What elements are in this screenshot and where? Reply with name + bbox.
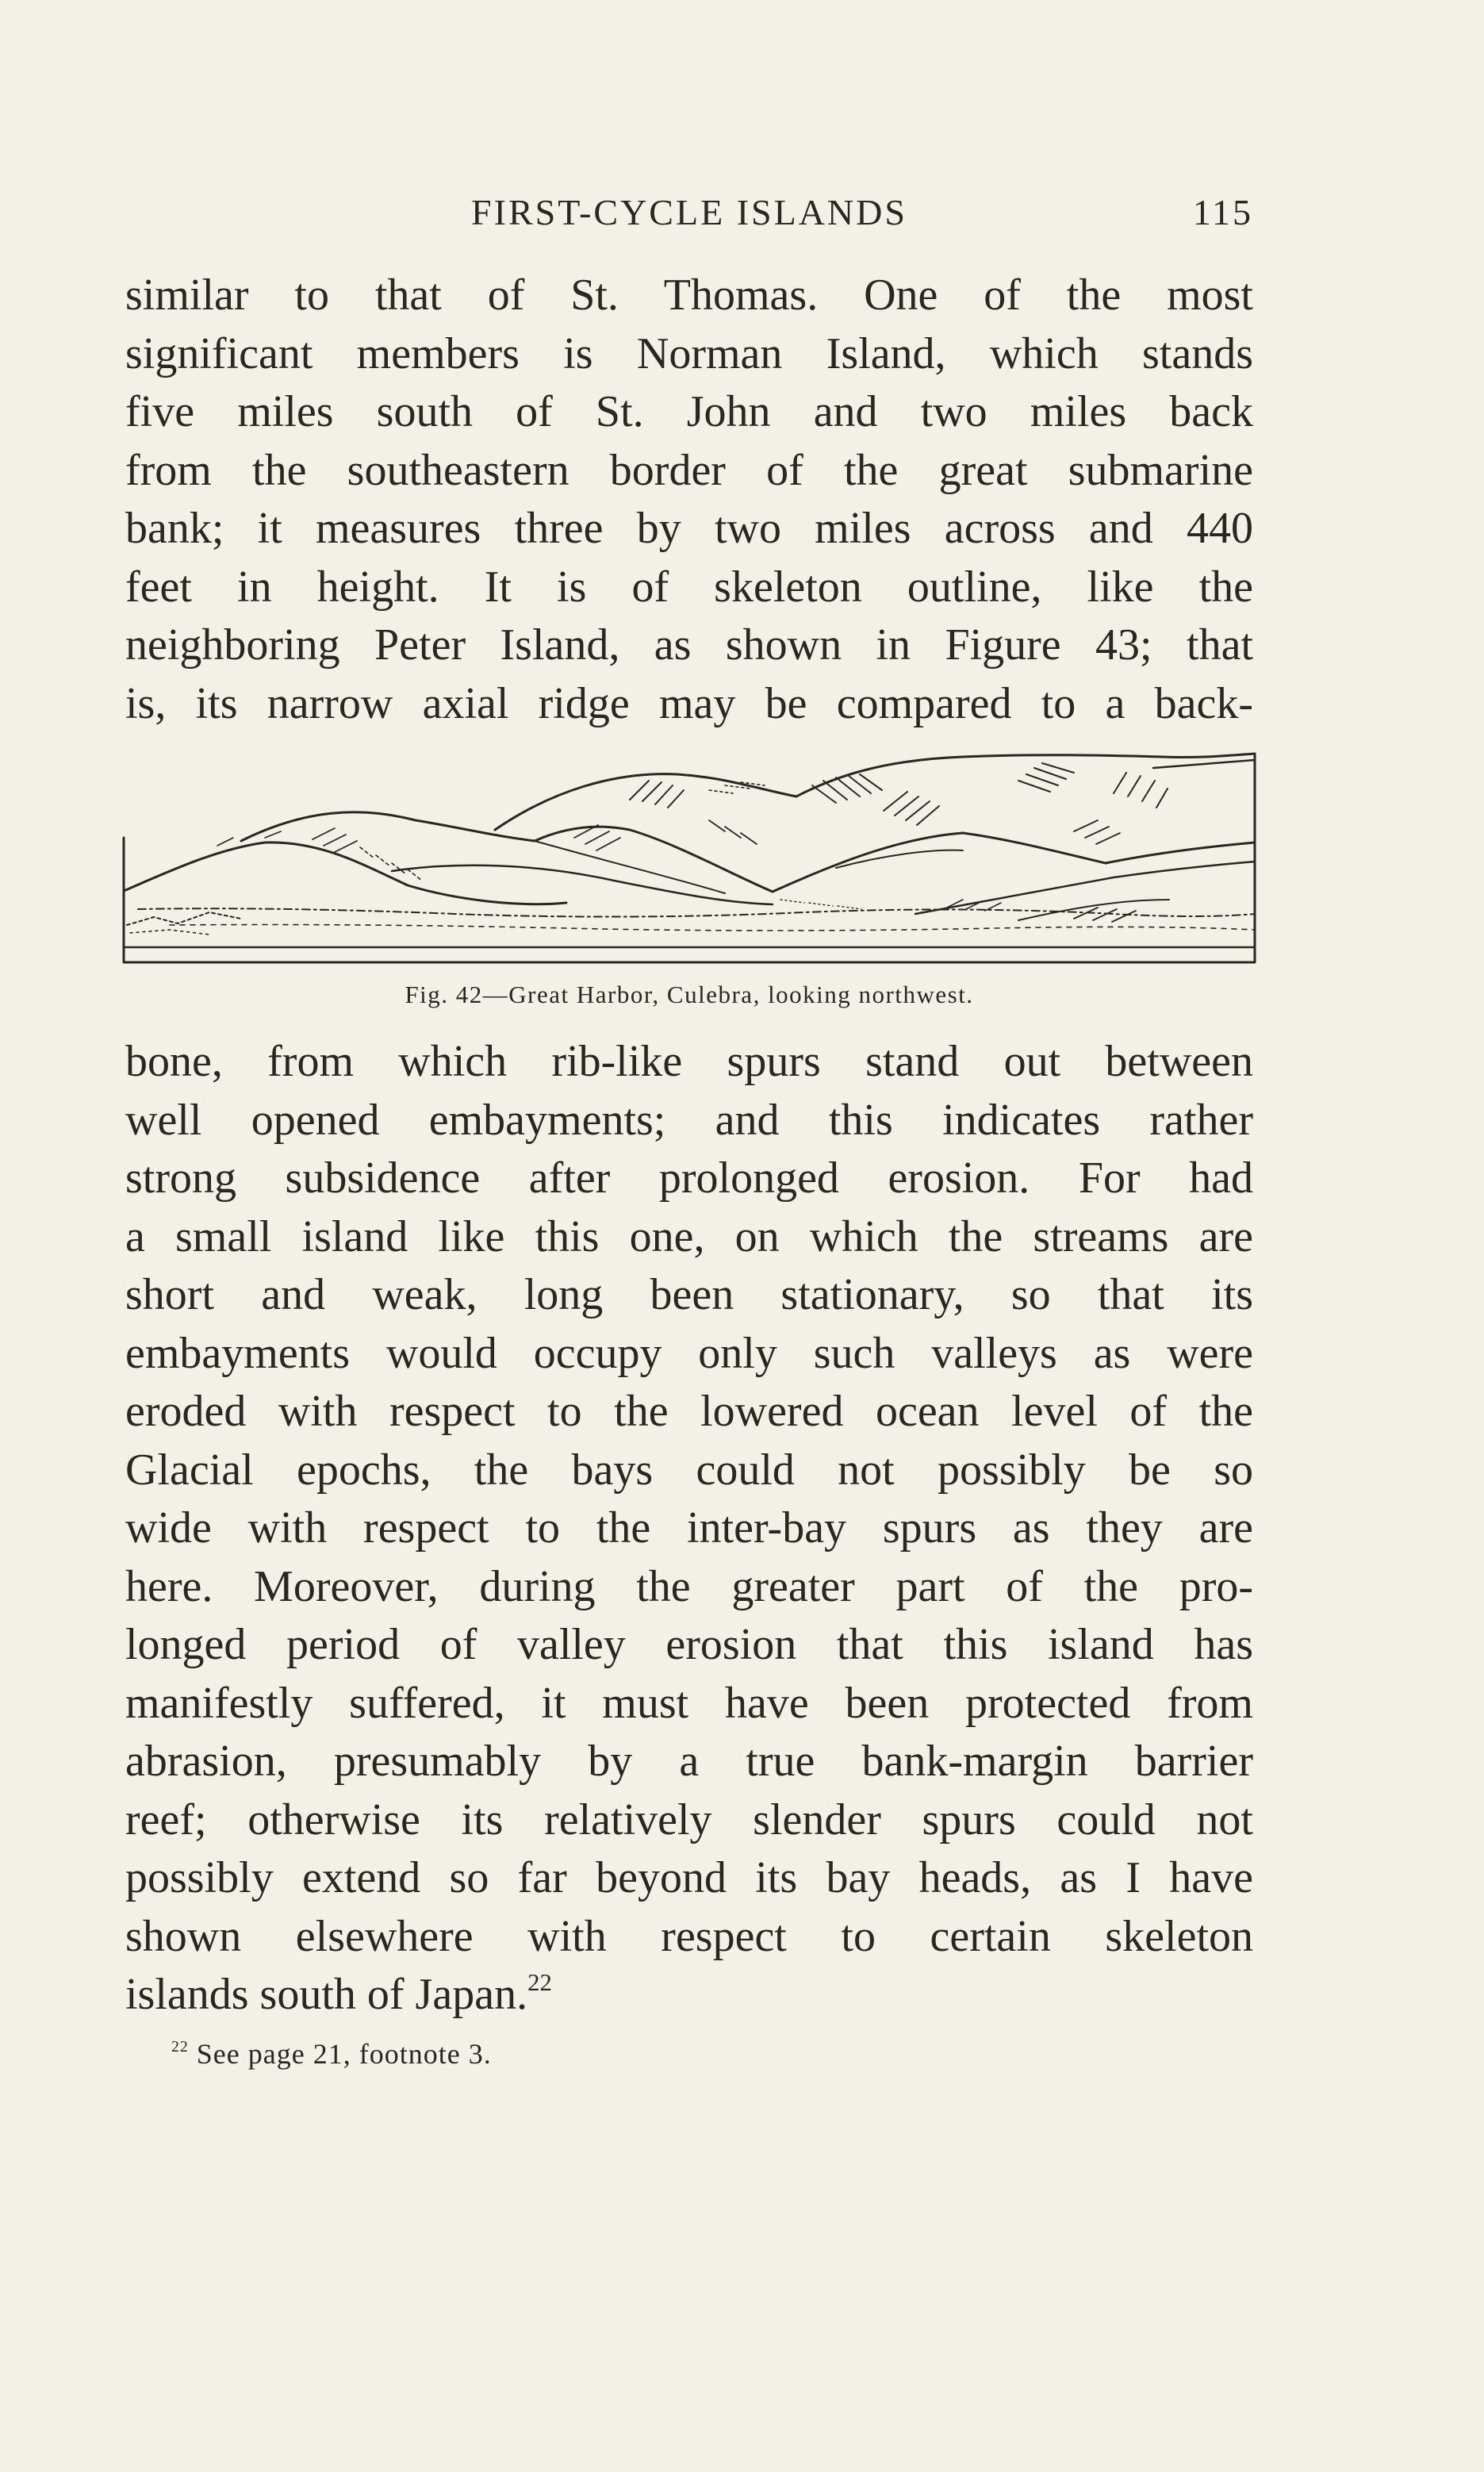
text-line: five miles south of St. John and two miles back [125,387,1253,436]
footnote-reference[interactable]: 22 [527,1968,552,1996]
text-line: from the southeastern border of the great submarine [125,445,1253,495]
text-line: wide with respect to the inter-bay spurs as they are [125,1503,1253,1553]
text-line: well opened embayments; and this indicates rather [125,1095,1253,1145]
text-line: reef; otherwise its relatively slender spurs could not [125,1795,1253,1844]
footnote-marker: 22 [171,2038,189,2056]
text-line: embayments would occupy only such valleys as were [125,1328,1253,1378]
text-line: Glacial epochs, the bays could not possibly be so [125,1445,1253,1495]
text-line: neighboring Peter Island, as shown in Figure 43; that [125,620,1253,670]
text-line: a small island like this one, on which the streams are [125,1211,1253,1261]
text-line: here. Moreover, during the greater part of the pro- [125,1561,1253,1611]
text-line: bank; it measures three by two miles across and 440 [125,504,1253,553]
figure-caption: Fig. 42—Great Harbor, Culebra, looking northwest. [405,981,974,1008]
paragraph-1 [125,267,1253,733]
text-line: similar to that of St. Thomas. One of the most [125,271,1253,320]
text-line-last [125,1966,1253,2025]
text-line: strong subsidence after prolonged erosion. For had [125,1153,1253,1203]
paragraph-2 [125,1033,1253,2025]
text-line: significant members is Norman Island, which stands [125,328,1253,378]
text-line: short and weak, long been stationary, so that its [125,1270,1253,1319]
text-line: shown elsewhere with respect to certain skeleton [125,1911,1253,1961]
text-line: is, its narrow axial ridge may be compared to a back- [125,678,1253,728]
text-line: manifestly suffered, it must have been protected from [125,1678,1253,1728]
text-line: feet in height. It is of skeleton outline, like the [125,562,1253,612]
figure-sketch-great-harbor [122,744,1256,965]
text-line: bone, from which rib-like spurs stand out between [125,1037,1253,1086]
text-line: longed period of valley erosion that this island has [125,1620,1253,1669]
landscape-sketch [122,744,1256,965]
running-title: FIRST-CYCLE ISLANDS [471,192,907,232]
text-line: eroded with respect to the lowered ocean level of the [125,1387,1253,1436]
text-line: possibly extend so far beyond its bay heads, as I have [125,1853,1253,1902]
last-line-text: islands south of Japan. [125,1970,528,2019]
text-line: abrasion, presumably by a true bank-margin barrier [125,1737,1253,1786]
page-number: 115 [1192,192,1253,232]
running-head [125,189,1253,236]
footnote [171,2036,492,2072]
footnote-text: See page 21, footnote 3. [196,2038,492,2070]
